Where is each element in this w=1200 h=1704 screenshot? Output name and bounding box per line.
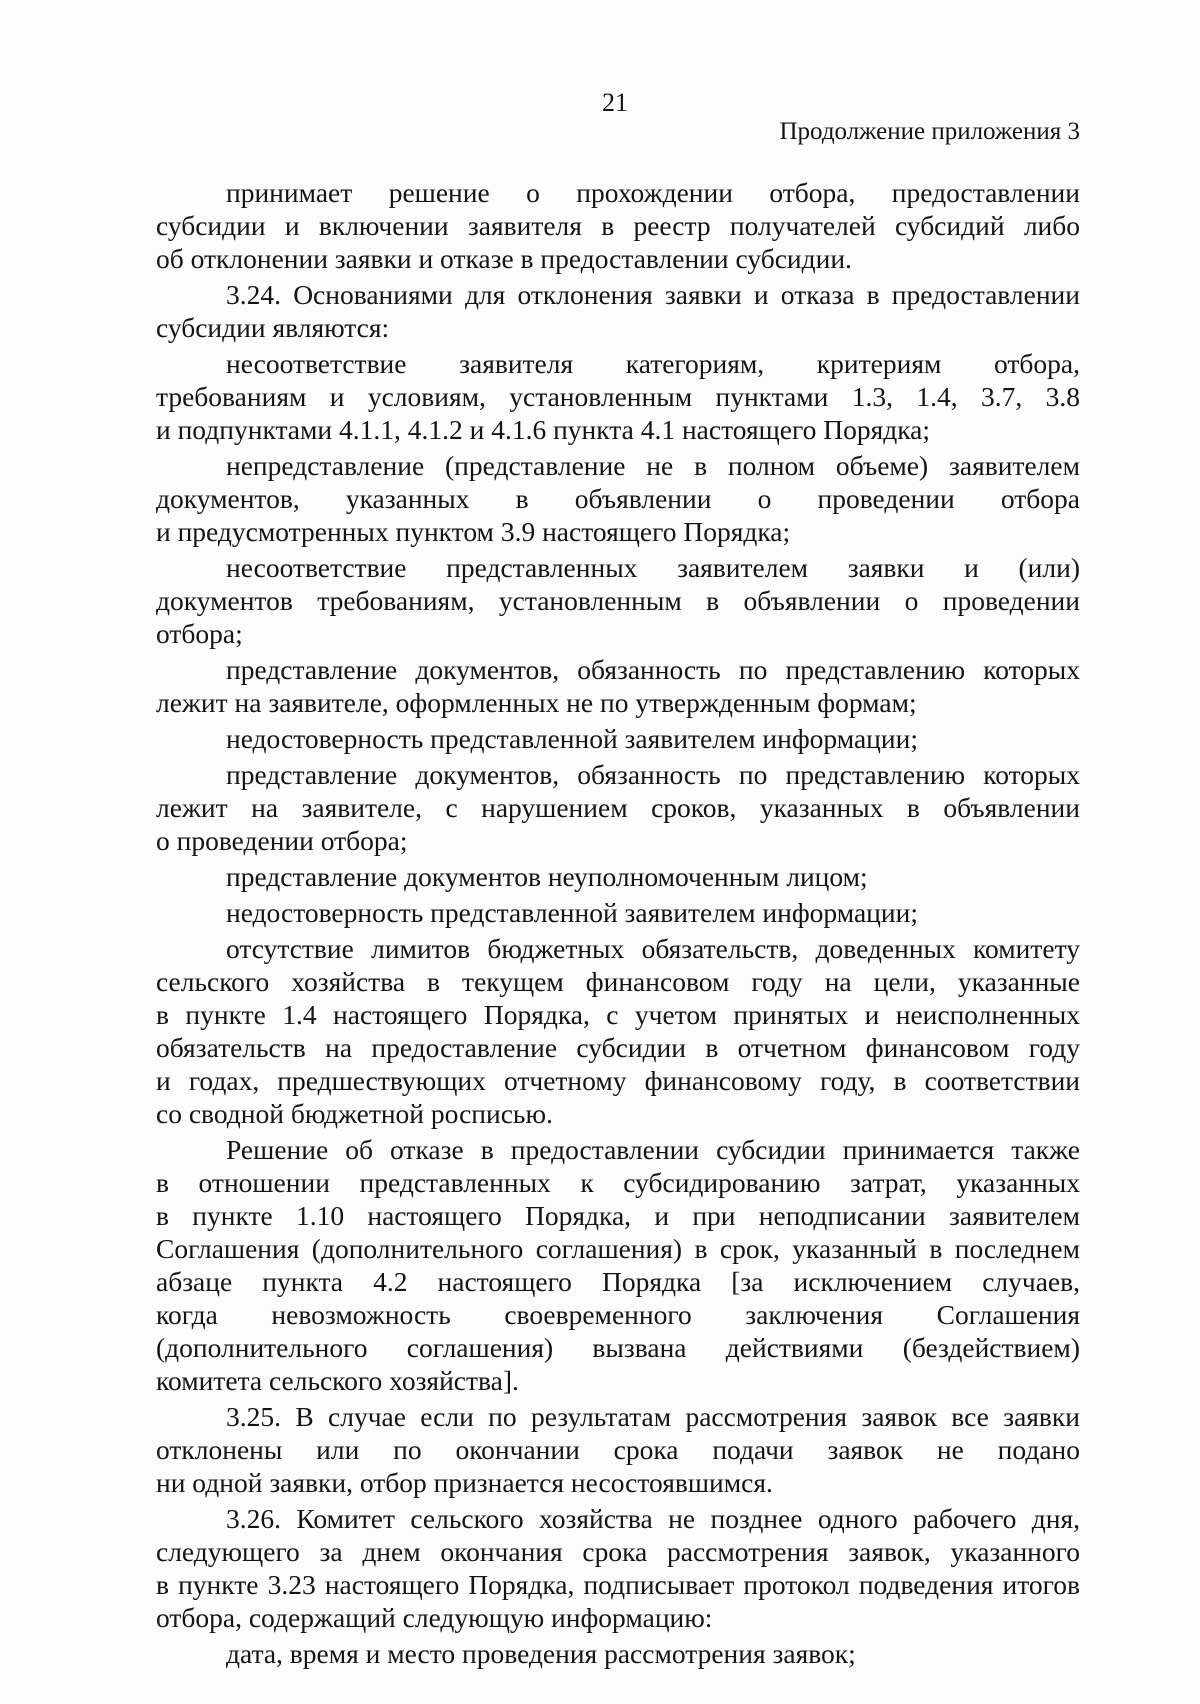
text-line: в отношении представленных к субсидированию затрат, указанных [156,1167,1080,1198]
text-line: принимает решение о прохождении отбора, предоставлении [226,177,1080,208]
text-line: комитета сельского хозяйства]. [156,1365,519,1396]
text-line: в пункте 1.4 настоящего Порядка, с учетом принятых и неисполненных [156,999,1080,1030]
text-line: отбора; [156,618,243,649]
paragraph [156,758,1080,857]
document-body [156,176,1080,1670]
text-line: дата, время и место проведения рассмотрения заявок; [226,1638,856,1669]
paragraph [156,722,1080,755]
paragraph [156,347,1080,446]
text-line: субсидии являются: [156,312,390,343]
text-line: требованиям и условиям, установленным пунктами 1.3, 1.4, 3.7, 3.8 [156,381,1080,412]
text-line: и годах, предшествующих отчетному финансовому году, в соответствии [156,1065,1080,1096]
text-line: сельского хозяйства в текущем финансовом году на цели, указанные [156,966,1080,997]
paragraph [156,278,1080,344]
page-number: 21 [602,88,628,117]
text-line: в пункте 3.23 настоящего Порядка, подписывает протокол подведения итогов [156,1569,1080,1600]
text-line: лежит на заявителе, с нарушением сроков, указанных в объявлении [156,792,1080,823]
text-line: в пункте 1.10 настоящего Порядка, и при неподписании заявителем [156,1200,1080,1231]
text-line: абзаце пункта 4.2 настоящего Порядка [за исключением случаев, [156,1266,1080,1297]
text-line: об отклонении заявки и отказе в предоставлении субсидии. [156,243,852,274]
text-line: о проведении отбора; [156,825,408,856]
text-line: недостоверность представленной заявителем информации; [226,723,918,754]
paragraph [156,896,1080,929]
text-line: недостоверность представленной заявителем информации; [226,897,918,928]
paragraph [156,1502,1080,1634]
paragraph [156,1637,1080,1670]
text-line: отклонены или по окончании срока подачи заявок не подано [156,1434,1080,1465]
text-line: и подпунктами 4.1.1, 4.1.2 и 4.1.6 пункта 4.1 настоящего Порядка; [156,414,931,445]
text-line: ни одной заявки, отбор признается несостоявшимся. [156,1467,773,1498]
paragraph [156,1400,1080,1499]
text-line: 3.25. В случае если по результатам рассмотрения заявок все заявки [226,1401,1080,1432]
paragraph [156,449,1080,548]
text-line: представление документов, обязанность по представлению которых [226,654,1080,685]
paragraph [156,176,1080,275]
paragraph [156,551,1080,650]
text-line: (дополнительного соглашения) вызвана действиями (бездействием) [156,1332,1080,1363]
text-line: субсидии и включении заявителя в реестр получателей субсидий либо [156,210,1080,241]
text-line: Решение об отказе в предоставлении субсидии принимается также [226,1134,1080,1165]
text-line: несоответствие заявителя категориям, критериям отбора, [226,348,1080,379]
text-line: представление документов неуполномоченным лицом; [226,861,868,892]
text-line: со сводной бюджетной росписью. [156,1098,553,1129]
text-line: документов, указанных в объявлении о проведении отбора [156,483,1080,514]
text-line: представление документов, обязанность по представлению которых [226,759,1080,790]
text-line: следующего за днем окончания срока рассмотрения заявок, указанного [156,1536,1080,1567]
text-line: 3.24. Основаниями для отклонения заявки и отказа в предоставлении [226,279,1080,310]
paragraph [156,860,1080,893]
paragraph [156,932,1080,1130]
text-line: 3.26. Комитет сельского хозяйства не позднее одного рабочего дня, [226,1503,1080,1534]
paragraph [156,653,1080,719]
text-line: отсутствие лимитов бюджетных обязательств, доведенных комитету [226,933,1080,964]
text-line: когда невозможность своевременного заключения Соглашения [156,1299,1080,1330]
text-line: и предусмотренных пунктом 3.9 настоящего Порядка; [156,516,791,547]
text-line: документов требованиям, установленным в объявлении о проведении [156,585,1080,616]
text-line: непредставление (представление не в полном объеме) заявителем [226,450,1080,481]
paragraph [156,1133,1080,1397]
text-line: отбора, содержащий следующую информацию: [156,1602,713,1633]
text-line: обязательств на предоставление субсидии в отчетном финансовом году [156,1032,1080,1063]
text-line: несоответствие представленных заявителем заявки и (или) [226,552,1080,583]
text-line: Соглашения (дополнительного соглашения) в срок, указанный в последнем [156,1233,1080,1264]
text-line: лежит на заявителе, оформленных не по утвержденным формам; [156,687,917,718]
appendix-continuation-label: Продолжение приложения 3 [779,118,1080,145]
